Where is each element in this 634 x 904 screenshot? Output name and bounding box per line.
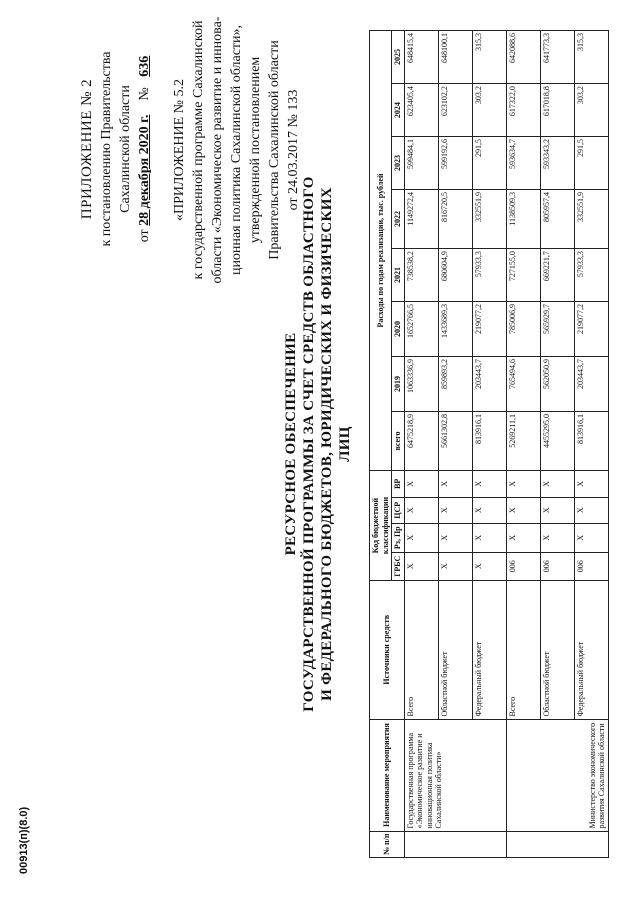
source-cell: Всего (404, 581, 438, 720)
subheader-cell: ЦСР (392, 497, 405, 523)
value-cell: 5661302,8 (438, 411, 472, 470)
value-cell: 623405,4 (404, 84, 438, 137)
appendix-date-line (135, 34, 154, 264)
value-cell: 617322,0 (506, 84, 540, 137)
grbs-cell: 006 (540, 552, 574, 581)
subheader-cell: всего (392, 411, 405, 470)
vr-cell: X (404, 471, 438, 498)
subheader-cell: 2023 (392, 137, 405, 190)
value-cell: 785006,9 (506, 302, 540, 357)
col-expenses-header: Расходы по годам реализации, тыс. рублей (370, 31, 392, 471)
value-cell: 642088,6 (506, 31, 540, 84)
value-cell: 203443,7 (472, 357, 506, 412)
grbs-cell: 006 (506, 552, 540, 581)
csr-cell: X (404, 497, 438, 523)
program-appendix-line5: Правительства Сахалинской области (267, 40, 282, 260)
value-cell: 813916,1 (574, 411, 608, 470)
subheader-cell: 2025 (392, 31, 405, 84)
value-cell: 219077,2 (472, 302, 506, 357)
value-cell: 599192,6 (438, 137, 472, 190)
value-cell: 805957,4 (540, 190, 574, 249)
program-appendix-line6: от 24.03.2017 № 133 (286, 89, 301, 211)
source-cell: Областной бюджет (438, 581, 472, 720)
title-line2: ГОСУДАРСТВЕННОЙ ПРОГРАММЫ ЗА СЧЕТ СРЕДСТВ ОБЛАСТНОГО (301, 176, 317, 712)
title-line3: И ФЕДЕРАЛЬНОГО БЮДЖЕТОВ, ЮРИДИЧЕСКИХ И ФИЗИЧЕСКИХ ЛИЦ (319, 187, 353, 701)
number-label: № (137, 87, 152, 101)
value-cell: 4455295,0 (540, 411, 574, 470)
grbs-cell: 006 (574, 552, 608, 581)
source-cell: Всего (506, 581, 540, 720)
appendix-line1: к постановлению Правительства (99, 51, 114, 247)
csr-cell: X (472, 497, 506, 523)
value-cell: 303,2 (574, 84, 608, 137)
value-cell: 1138509,3 (506, 190, 540, 249)
program-appendix-line3: ционная политика Сахалинской области», (229, 24, 244, 276)
value-cell: 641773,3 (540, 31, 574, 84)
subheader-cell: 2021 (392, 249, 405, 302)
value-cell: 859893,2 (438, 357, 472, 412)
col-num-header: № п/п (370, 831, 405, 857)
measure-name-cell: Министерство экономического развития Сахалинской области (506, 719, 608, 831)
document-code: 00913(п)(8.0) (18, 806, 30, 874)
value-cell: 6475218,9 (404, 411, 438, 470)
subheader-cell: 2019 (392, 357, 405, 412)
value-cell: 648415,4 (404, 31, 438, 84)
subheader-cell: 2020 (392, 302, 405, 357)
table-header-row (370, 31, 392, 858)
date-prefix: от (137, 229, 152, 243)
value-cell: 648100,1 (438, 31, 472, 84)
source-cell: Федеральный бюджет (472, 581, 506, 720)
vr-cell: X (472, 471, 506, 498)
source-cell: Федеральный бюджет (574, 581, 608, 720)
row-number-cell (506, 831, 608, 857)
rzpr-cell: X (404, 524, 438, 553)
value-cell: 315,3 (574, 31, 608, 84)
vr-cell: X (540, 471, 574, 498)
value-cell: 593343,2 (540, 137, 574, 190)
measure-name-cell: Государственная программа «Экономическое развитие и инновационная политика Сахалинской области» (404, 719, 506, 831)
col-source-header: Источники средств (370, 581, 405, 720)
value-cell: 727155,0 (506, 249, 540, 302)
source-cell: Областной бюджет (540, 581, 574, 720)
rzpr-cell: X (540, 524, 574, 553)
csr-cell: X (574, 497, 608, 523)
value-cell: 1149272,4 (404, 190, 438, 249)
program-appendix-number: «ПРИЛОЖЕНИЕ № 5.2 (172, 79, 187, 221)
vr-cell: X (506, 471, 540, 498)
value-cell: 291,5 (574, 137, 608, 190)
resource-table (369, 30, 609, 858)
value-cell: 565929,7 (540, 302, 574, 357)
col-code-header: Код бюджетной классификации (370, 471, 392, 581)
value-cell: 332551,9 (574, 190, 608, 249)
subheader-cell: 2024 (392, 84, 405, 137)
value-cell: 593634,7 (506, 137, 540, 190)
value-cell: 332551,9 (472, 190, 506, 249)
value-cell: 203443,7 (574, 357, 608, 412)
table-row (506, 31, 540, 858)
value-cell: 57933,3 (472, 249, 506, 302)
subheader-cell: Рз, Пр (392, 524, 405, 553)
value-cell: 5269211,1 (506, 411, 540, 470)
subheader-cell: ВР (392, 471, 405, 498)
value-cell: 599484,1 (404, 137, 438, 190)
value-cell: 617018,8 (540, 84, 574, 137)
program-appendix-line4: утвержденной постановлением (248, 56, 263, 244)
value-cell: 219077,2 (574, 302, 608, 357)
subheader-cell: 2022 (392, 190, 405, 249)
document-title (282, 174, 354, 714)
number-value: 636 (137, 55, 152, 77)
csr-cell: X (438, 497, 472, 523)
value-cell: 291,5 (472, 137, 506, 190)
value-cell: 303,2 (472, 84, 506, 137)
value-cell: 813916,1 (472, 411, 506, 470)
appendix-number: ПРИЛОЖЕНИЕ № 2 (79, 78, 95, 220)
appendix-line2: Сахалинской области (118, 85, 133, 213)
rzpr-cell: X (506, 524, 540, 553)
rzpr-cell: X (472, 524, 506, 553)
value-cell: 57933,3 (574, 249, 608, 302)
program-appendix-line2: области «Экономическое развитие и иннова- (210, 16, 225, 284)
csr-cell: X (506, 497, 540, 523)
value-cell: 1063336,9 (404, 357, 438, 412)
subheader-cell: ГРБС (392, 552, 405, 581)
rzpr-cell: X (574, 524, 608, 553)
date-value: 28 декабря 2020 г. (137, 114, 152, 226)
program-appendix-line1: к государственной программе Сахалинской (191, 20, 206, 280)
grbs-cell: X (404, 552, 438, 581)
value-cell: 1433689,3 (438, 302, 472, 357)
vr-cell: X (438, 471, 472, 498)
appendix-header (78, 34, 154, 264)
csr-cell: X (540, 497, 574, 523)
value-cell: 738538,2 (404, 249, 438, 302)
value-cell: 669221,7 (540, 249, 574, 302)
value-cell: 765494,6 (506, 357, 540, 412)
row-number-cell (404, 831, 506, 857)
value-cell: 623102,2 (438, 84, 472, 137)
value-cell: 816720,5 (438, 190, 472, 249)
grbs-cell: X (438, 552, 472, 581)
col-name-header: Наименование мероприятия (370, 719, 405, 831)
table-row (404, 31, 438, 858)
value-cell: 562050,9 (540, 357, 574, 412)
grbs-cell: X (472, 552, 506, 581)
value-cell: 680604,9 (438, 249, 472, 302)
value-cell: 1652766,5 (404, 302, 438, 357)
rzpr-cell: X (438, 524, 472, 553)
vr-cell: X (574, 471, 608, 498)
title-line1: РЕСУРСНОЕ ОБЕСПЕЧЕНИЕ (283, 332, 299, 556)
table-body (404, 31, 608, 858)
value-cell: 315,3 (472, 31, 506, 84)
